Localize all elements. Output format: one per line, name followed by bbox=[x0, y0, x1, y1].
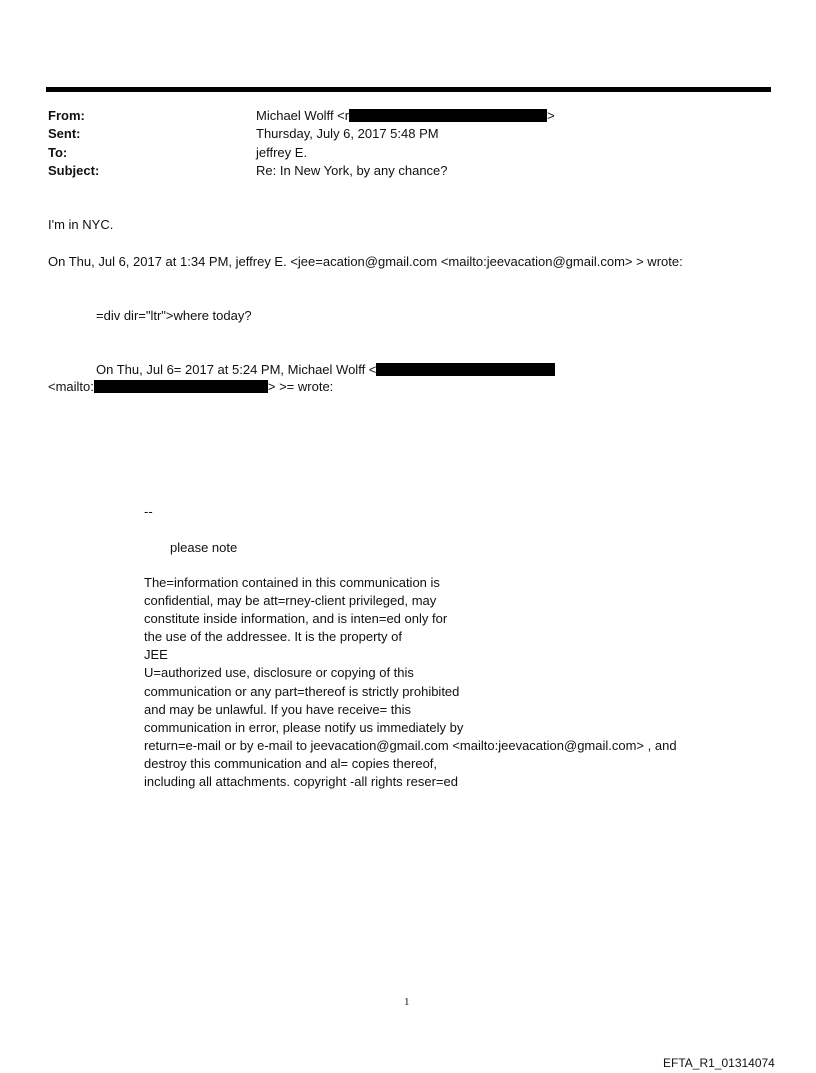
disclaimer-line: return=e-mail or by e-mail to jeevacation@gmail.com <mailto:jeevacation@gmail.com> , and bbox=[144, 737, 677, 753]
subject-label: Subject: bbox=[48, 163, 100, 178]
disclaimer-line: U=authorized use, disclosure or copying of this bbox=[144, 665, 414, 681]
sent-value: Thursday, July 6, 2017 5:48 PM bbox=[256, 126, 439, 141]
to-value: jeffrey E. bbox=[256, 145, 308, 160]
redaction-bar bbox=[94, 380, 268, 393]
disclaimer-line: JEE bbox=[144, 647, 168, 663]
disclaimer-line: destroy this communication and al= copies thereof, bbox=[144, 755, 438, 771]
from-value bbox=[256, 108, 555, 123]
quote2-attribution-line2 bbox=[48, 379, 333, 394]
quote1-attribution: On Thu, Jul 6, 2017 at 1:34 PM, jeffrey E. <jee=acation@gmail.com <mailto:jeevacation@gmail.com> > wrote: bbox=[48, 254, 683, 269]
redaction-bar bbox=[376, 363, 555, 376]
from-close: > bbox=[547, 108, 555, 123]
disclaimer-line: including all attachments. copyright -all rights reser=ed bbox=[144, 774, 458, 790]
subject-value: Re: In New York, by any chance? bbox=[256, 163, 448, 178]
disclaimer-line: constitute inside information, and is inten=ed only for bbox=[144, 611, 448, 627]
disclaimer-line: and may be unlawful. If you have receive= this bbox=[144, 701, 412, 717]
from-name: Michael Wolff <r bbox=[256, 108, 350, 123]
from-label: From: bbox=[48, 108, 85, 123]
redaction-bar bbox=[349, 109, 547, 122]
disclaimer-line: communication or any part=thereof is strictly prohibited bbox=[144, 683, 460, 699]
disclaimer-line: communication in error, please notify us immediately by bbox=[144, 719, 464, 735]
disclaimer-line: The=information contained in this communication is bbox=[144, 575, 440, 590]
please-note: please note bbox=[170, 540, 238, 555]
disclaimer-block bbox=[144, 574, 677, 791]
signature-dash: -- bbox=[144, 504, 153, 519]
sent-label: Sent: bbox=[48, 126, 81, 141]
quote2-attr-b: <mailto: bbox=[48, 379, 94, 394]
to-label: To: bbox=[48, 145, 68, 160]
quote2-attribution-line1 bbox=[96, 362, 555, 377]
disclaimer-line: confidential, may be att=rney-client privileged, may bbox=[144, 593, 437, 609]
quote2-attr-a: On Thu, Jul 6= 2017 at 5:24 PM, Michael Wolff < bbox=[96, 362, 377, 377]
reply-text: I'm in NYC. bbox=[48, 217, 114, 232]
disclaimer-line: the use of the addressee. It is the property of bbox=[144, 629, 402, 645]
quote2-attr-c: > >= wrote: bbox=[267, 379, 334, 394]
page-number: 1 bbox=[404, 996, 410, 1008]
header-rule bbox=[46, 87, 771, 92]
document-id: EFTA_R1_01314074 bbox=[663, 1056, 775, 1070]
quote1-text: =div dir="ltr">where today? bbox=[96, 308, 252, 323]
